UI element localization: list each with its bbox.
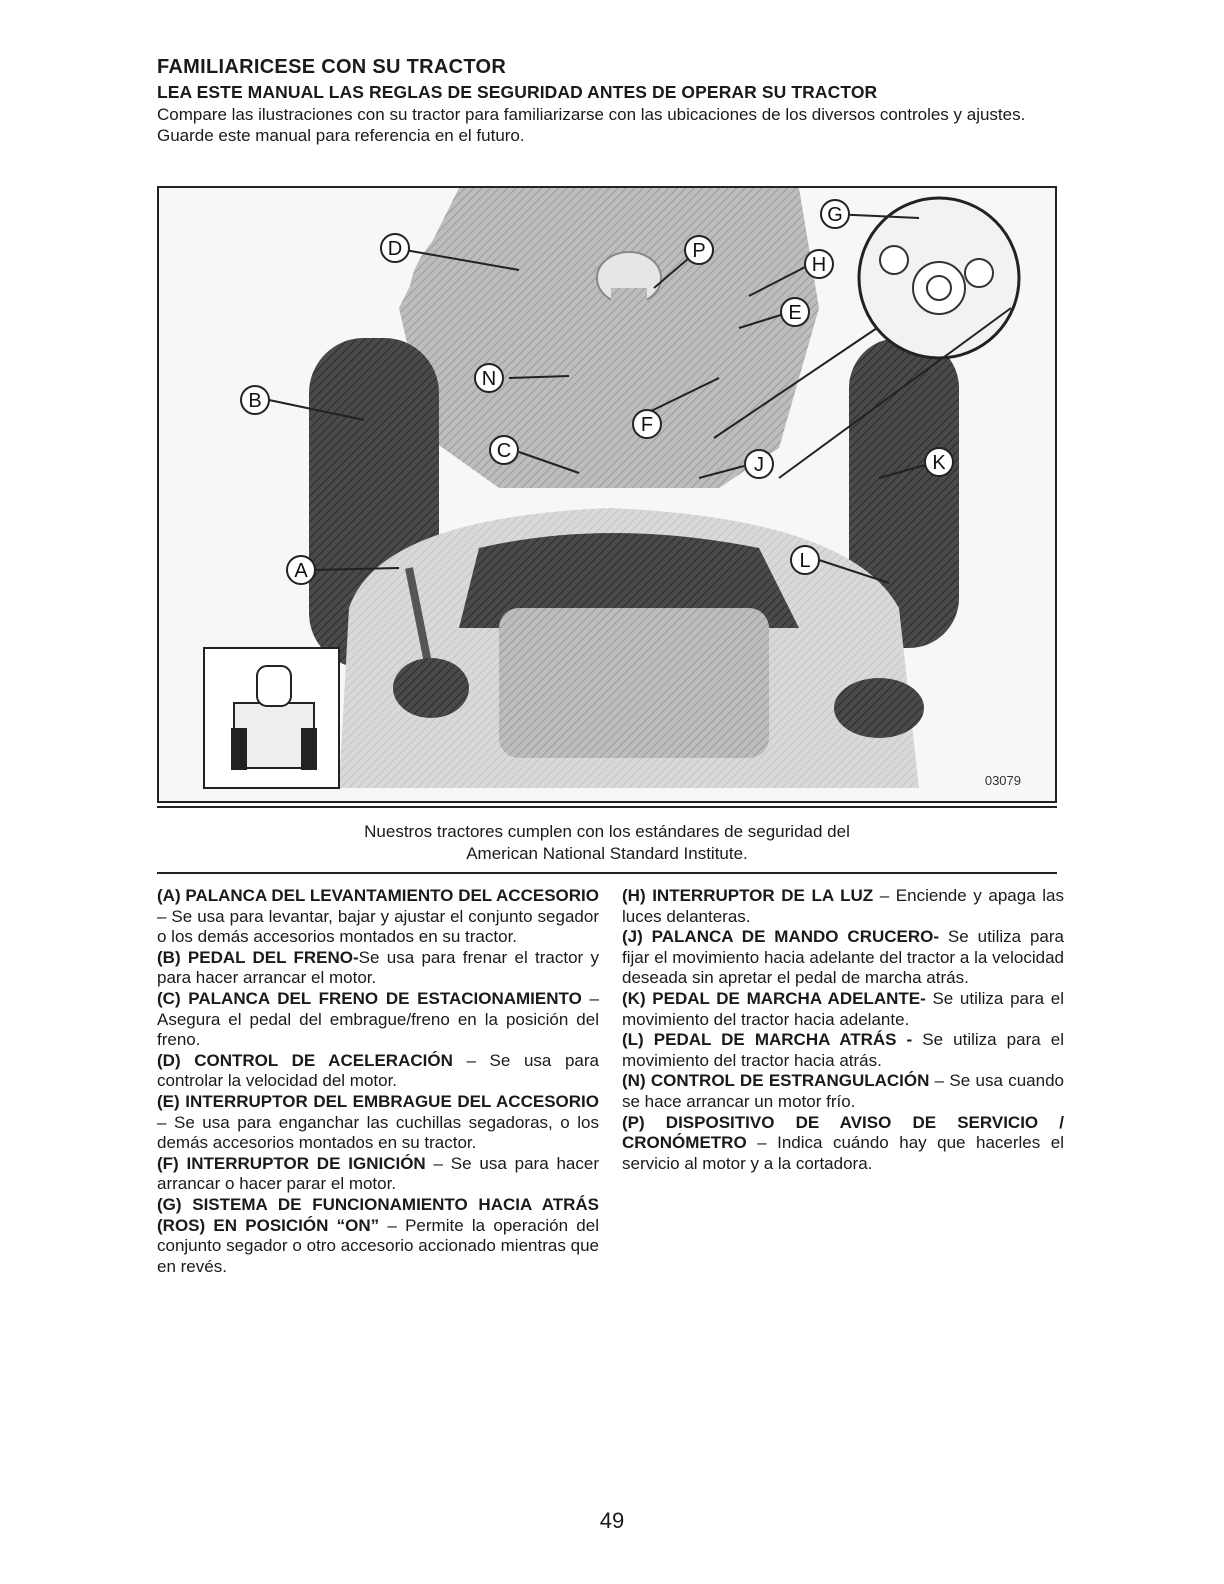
- callout-B: [241, 386, 269, 414]
- control-item-L: [622, 1030, 1064, 1071]
- control-item-N: [622, 1071, 1064, 1112]
- item-heading: (B) PEDAL DEL FRENO-: [157, 947, 359, 967]
- control-item-H: [622, 886, 1064, 927]
- callout-label: B: [248, 390, 262, 412]
- page-title: FAMILIARICESE CON SU TRACTOR: [157, 56, 507, 78]
- callout-E: [781, 298, 809, 326]
- item-text: – Se usa para controlar la velocidad del motor.: [157, 1050, 599, 1091]
- figure-divider: [157, 806, 1057, 808]
- item-heading: (D) CONTROL DE ACELERACIÓN: [157, 1050, 453, 1070]
- control-item-B: [157, 948, 599, 989]
- item-text: – Se usa para levantar, bajar y ajustar el conjunto segador o los demás accesorios montados en su tractor.: [157, 906, 599, 947]
- callout-label: C: [496, 440, 512, 462]
- callout-label: F: [640, 414, 654, 436]
- figure-code: 03079: [984, 773, 1021, 788]
- callout-label: G: [827, 204, 843, 226]
- control-item-E: [157, 1092, 599, 1154]
- control-item-P: [622, 1113, 1064, 1175]
- control-item-K: [622, 989, 1064, 1030]
- tractor-illustration: [159, 188, 1055, 801]
- callout-label: H: [811, 254, 827, 276]
- page-number: 49: [599, 1508, 625, 1533]
- item-text: Se utiliza para el movimiento del tractor hacia atrás.: [622, 1030, 1065, 1070]
- item-text: Se utiliza para el movimiento del tractor hacia adelante.: [622, 988, 1065, 1029]
- item-heading: (L) PEDAL DE MARCHA ATRÁS -: [622, 1030, 913, 1050]
- item-heading: (F) INTERRUPTOR DE IGNICIÓN: [157, 1153, 426, 1173]
- callout-C: [490, 436, 518, 464]
- callout-H: [805, 250, 833, 278]
- callout-label: P: [692, 240, 706, 262]
- item-heading: (P) DISPOSITIVO DE AVISO DE SERVICIO / CRONÓMETRO: [622, 1112, 1064, 1153]
- control-item-J: [622, 927, 1064, 989]
- control-item-D: [157, 1051, 599, 1092]
- seat: [499, 608, 769, 758]
- page-subtitle: LEA ESTE MANUAL LAS REGLAS DE SEGURIDAD ANTES DE OPERAR SU TRACTOR: [157, 82, 878, 102]
- item-text: Se utiliza para fijar el movimiento hacia adelante del tractor a la velocidad deseada sin apretar el pedal de marcha atrás.: [622, 927, 1065, 988]
- callout-label: E: [788, 302, 802, 324]
- item-text: – Se usa cuando se hace arrancar un motor frío.: [622, 1071, 1064, 1111]
- callout-F: [633, 410, 661, 438]
- item-heading: (N) CONTROL DE ESTRANGULACIÓN: [622, 1071, 930, 1091]
- item-text: – Permite la operación del conjunto segador o otro accesorio accionado mientras que en revés.: [157, 1215, 599, 1276]
- control-item-F: [157, 1154, 599, 1195]
- control-item-G: [157, 1195, 599, 1277]
- caption-divider: [157, 872, 1057, 874]
- callout-A: [287, 556, 315, 584]
- intro-paragraph: Compare las ilustraciones con su tractor para familiarizarse con las ubicaciones de los diversos controles y ajustes. Guarde este manual para referencia en el futuro.: [157, 105, 1026, 145]
- callout-label: L: [799, 550, 811, 572]
- figure-caption: [157, 821, 1057, 865]
- control-item-A: [157, 886, 599, 948]
- item-text: – Se usa para hacer arrancar o hacer parar el motor.: [157, 1153, 599, 1194]
- caption-line-2: American National Standard Institute.: [466, 844, 748, 863]
- item-heading: (H) INTERRUPTOR DE LA LUZ: [622, 886, 874, 905]
- callout-L: [791, 546, 819, 574]
- callout-N: [475, 364, 503, 392]
- callout-D: [381, 234, 409, 262]
- callout-label: K: [932, 452, 946, 474]
- item-heading: (K) PEDAL DE MARCHA ADELANTE-: [622, 988, 926, 1008]
- callout-label: D: [387, 238, 403, 260]
- item-heading: (C) PALANCA DEL FRENO DE ESTACIONAMIENTO: [157, 988, 582, 1008]
- item-heading: (G) SISTEMA DE FUNCIONAMIENTO HACIA ATRÁS (ROS) EN POSICIÓN “ON”: [157, 1194, 599, 1235]
- callout-label: A: [294, 560, 308, 582]
- controls-list-right: [622, 886, 1064, 1174]
- tractor-controls-figure: [157, 186, 1057, 803]
- callout-G: [821, 200, 849, 228]
- item-text: – Se usa para enganchar las cuchillas segadoras, o los demás accesorios montados en su tractor.: [157, 1112, 599, 1153]
- item-text: – Enciende y apaga las luces delanteras.: [622, 886, 1064, 926]
- item-heading: (E) INTERRUPTOR DEL EMBRAGUE DEL ACCESORIO: [157, 1091, 599, 1111]
- controls-list-left: [157, 886, 599, 1277]
- callout-K: [925, 448, 953, 476]
- control-item-C: [157, 989, 599, 1051]
- callout-label: J: [754, 454, 764, 476]
- caption-line-1: Nuestros tractores cumplen con los estándares de seguridad del: [364, 822, 850, 841]
- cup-holder: [834, 678, 924, 738]
- callout-P: [685, 236, 713, 264]
- item-text: – Indica cuándo hay que hacerles el servicio al motor y a la cortadora.: [622, 1133, 1064, 1173]
- callout-label: N: [481, 368, 497, 390]
- item-text: Se usa para frenar el tractor y para hacer arrancar el motor.: [157, 947, 599, 988]
- item-text: – Asegura el pedal del embrague/freno en la posición del freno.: [157, 988, 599, 1050]
- item-heading: (J) PALANCA DE MANDO CRUCERO-: [622, 927, 940, 947]
- item-heading: (A) PALANCA DEL LEVANTAMIENTO DEL ACCESORIO: [157, 886, 599, 905]
- callout-J: [745, 450, 773, 478]
